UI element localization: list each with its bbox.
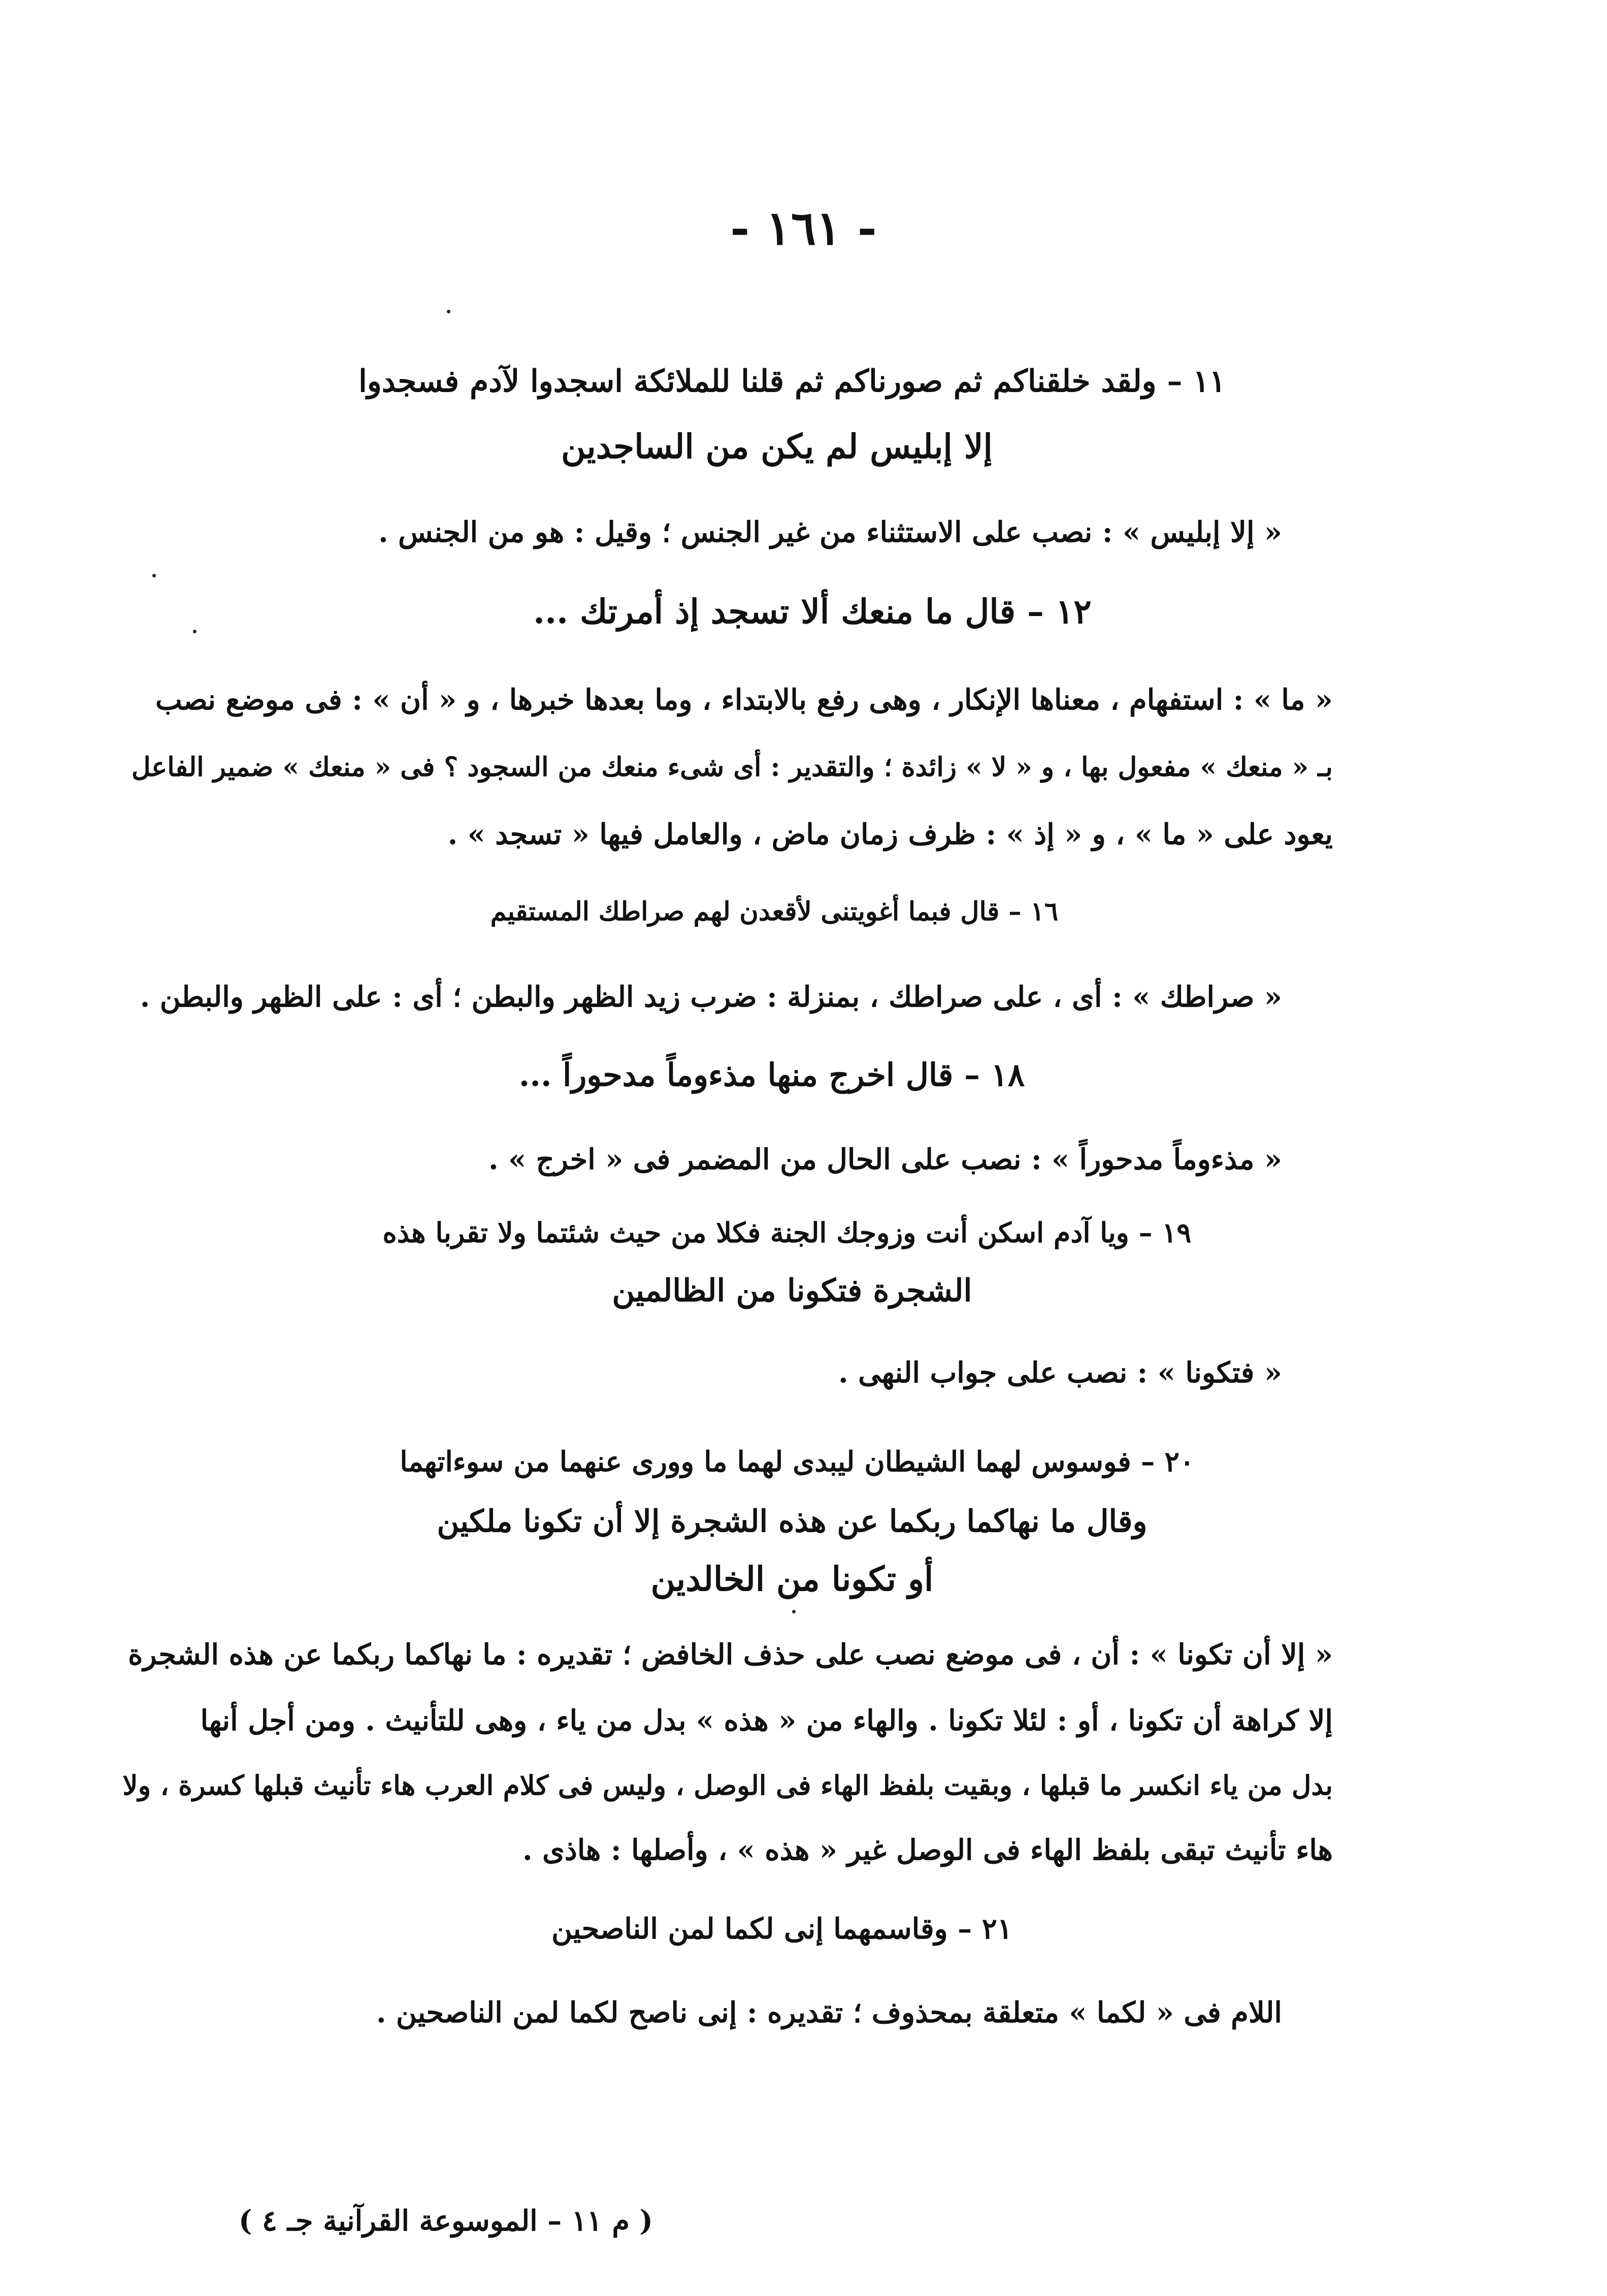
verse-19-line-1: ١٩ – ويا آدم اسكن أنت وزوجك الجنة فكلا من حيث شئتما ولا تقربا هذه bbox=[382, 1216, 1192, 1249]
page-footer: ( م ١١ – الموسوعة القرآنية جـ ٤ ) bbox=[239, 2204, 653, 2238]
comment-line: « ما » : استفهام ، معناها الإنكار ، وهى رفع بالابتداء ، وما بعدها خبرها ، و « أن » : فى موضع نصب bbox=[155, 683, 1333, 717]
comment-line: بـ « منعك » مفعول بها ، و « لا » زائدة ؛ والتقدير : أى شىء منعك من السجود ؟ فى « منعك » ضمير الفاعل bbox=[131, 752, 1333, 783]
comment-line: « إلا أن تكونا » : أن ، فى موضع نصب على حذف الخافض ؛ تقديره : ما نهاكما ربكما عن هذه الشجرة bbox=[128, 1638, 1333, 1671]
verse-11-line-1: ١١ – ولقد خلقناكم ثم صورناكم ثم قلنا للملائكة اسجدوا لآدم فسجدوا bbox=[358, 364, 1226, 399]
verse-21-line-1: ٢١ – وقاسمهما إنى لكما لمن الناصحين bbox=[551, 1912, 1012, 1946]
comment-line: بدل من ياء انكسر ما قبلها ، وبقيت بلفظ الهاء فى الوصل ، وليس فى كلام العرب هاء تأنيث قبلها كسرة ، ولا bbox=[122, 1770, 1333, 1801]
verse-18-line-1: ١٨ – قال اخرج منها مذءوماً مدحوراً ... bbox=[518, 1056, 1025, 1093]
verse-20-line-1: ٢٠ – فوسوس لهما الشيطان ليبدى لهما ما وورى عنهما من سوءاتهما bbox=[400, 1445, 1195, 1478]
verse-20-line-3: أو تكونا من الخالدين bbox=[650, 1559, 934, 1599]
scan-speck bbox=[193, 630, 196, 633]
comment-line: « مذءوماً مدحوراً » : نصب على الحال من المضمر فى « اخرج » . bbox=[488, 1143, 1282, 1176]
comment-line: إلا كراهة أن تكونا ، أو : لئلا تكونا . والهاء من « هذه » بدل من ياء ، وهى للتأنيث . ومن أجل أنها bbox=[200, 1704, 1333, 1737]
comment-line: اللام فى « لكما » متعلقة بمحذوف ؛ تقديره : إنى ناصح لكما لمن الناصحين . bbox=[376, 1996, 1282, 2029]
verse-20-line-2: وقال ما نهاكما ربكما عن هذه الشجرة إلا أن تكونا ملكين bbox=[437, 1504, 1147, 1539]
page-number: - ١٦١ - bbox=[730, 201, 877, 255]
comment-line: « فتكونا » : نصب على جواب النهى . bbox=[838, 1356, 1282, 1389]
comment-line: يعود على « ما » ، و « إذ » : ظرف زمان ماض ، والعامل فيها « تسجد » . bbox=[447, 818, 1333, 851]
scan-speck bbox=[792, 1610, 796, 1613]
comment-line: « صراطك » : أى ، على صراطك ، بمنزلة : ضرب زيد الظهر والبطن ؛ أى : على الظهر والبطن . bbox=[140, 980, 1282, 1014]
verse-12-line-1: ١٢ – قال ما منعك ألا تسجد إذ أمرتك ... bbox=[533, 592, 1092, 631]
verse-19-line-2: الشجرة فتكونا من الظالمين bbox=[612, 1273, 972, 1309]
scan-speck bbox=[447, 310, 450, 313]
scan-speck bbox=[152, 574, 156, 577]
comment-line: « إلا إبليس » : نصب على الاستثناء من غير الجنس ؛ وقيل : هو من الجنس . bbox=[378, 515, 1282, 549]
verse-16-line-1: ١٦ – قال فبما أغويتنى لأقعدن لهم صراطك المستقيم bbox=[490, 896, 1059, 927]
comment-line: هاء تأنيث تبقى بلفظ الهاء فى الوصل غير « هذه » ، وأصلها : هاذى . bbox=[522, 1833, 1333, 1867]
verse-11-line-2: إلا إبليس لم يكن من الساجدين bbox=[561, 427, 993, 466]
